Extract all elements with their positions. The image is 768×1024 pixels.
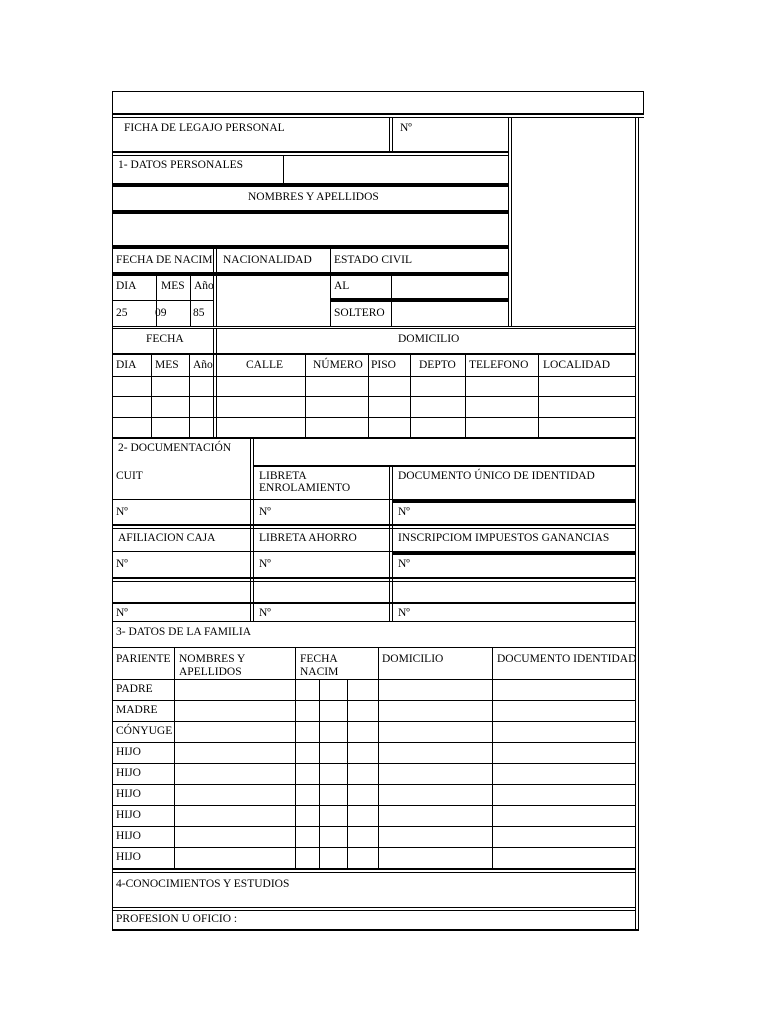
column-line bbox=[190, 276, 191, 326]
date-label: FECHA bbox=[146, 333, 184, 345]
family-birth-label-1: FECHA bbox=[300, 653, 338, 665]
family-row-1[interactable] bbox=[175, 680, 634, 699]
family-names-label-1: NOMBRES Y bbox=[179, 653, 246, 665]
month-label: MES bbox=[161, 280, 185, 292]
family-document-label: DOCUMENTO IDENTIDAD bbox=[497, 653, 637, 665]
family-birth-label-2: NACIM bbox=[300, 666, 339, 678]
rule-line bbox=[253, 465, 636, 467]
birth-date-label: FECHA DE NACIM bbox=[116, 254, 213, 266]
section-1-title: 1- DATOS PERSONALES bbox=[118, 159, 244, 171]
floor-label: PISO bbox=[371, 359, 396, 371]
column-line bbox=[508, 117, 509, 326]
nationality-label: NACIONALIDAD bbox=[223, 254, 312, 266]
cuit-field[interactable] bbox=[130, 502, 248, 524]
al-label: AL bbox=[334, 280, 350, 292]
rule-line bbox=[112, 524, 636, 526]
photo-box[interactable] bbox=[512, 118, 634, 324]
birth-day-value: 25 bbox=[116, 307, 128, 319]
legajo-number-label: Nº bbox=[400, 122, 412, 134]
rule-line bbox=[112, 300, 214, 301]
afiliacion-label: AFILIACION CAJA bbox=[118, 532, 216, 544]
libreta-field[interactable] bbox=[272, 502, 387, 524]
extra-doc-field-1[interactable] bbox=[113, 582, 249, 603]
rule-line bbox=[112, 328, 636, 329]
afiliacion-number-label: Nº bbox=[116, 558, 128, 570]
thick-rule bbox=[392, 551, 636, 555]
family-row-8[interactable] bbox=[175, 827, 634, 846]
names-label: NOMBRES Y APELLIDOS bbox=[248, 191, 379, 203]
family-row-relative: HIJO bbox=[116, 830, 141, 842]
personal-data-field[interactable] bbox=[284, 156, 506, 183]
dni-field[interactable] bbox=[412, 504, 634, 524]
column-line bbox=[643, 91, 644, 114]
tax-registration-label: INSCRIPCIOM IMPUESTOS GANANCIAS bbox=[398, 532, 610, 544]
column-line bbox=[250, 438, 251, 621]
marital-status-value: SOLTERO bbox=[334, 307, 385, 319]
addr-month-label: MES bbox=[155, 359, 179, 371]
knowledge-field[interactable] bbox=[113, 890, 634, 906]
address-row-1[interactable] bbox=[113, 377, 634, 396]
savings-number-label: Nº bbox=[259, 558, 271, 570]
family-row-5[interactable] bbox=[175, 764, 634, 783]
extra-doc-field-2[interactable] bbox=[254, 582, 388, 603]
profession-label: PROFESION U OFICIO : bbox=[116, 913, 238, 925]
address-row-2[interactable] bbox=[113, 397, 634, 416]
column-line bbox=[389, 466, 390, 621]
rule-line bbox=[112, 868, 636, 870]
city-label: LOCALIDAD bbox=[543, 359, 611, 371]
libreta-label-2: ENROLAMIENTO bbox=[259, 482, 351, 494]
rule-line bbox=[112, 872, 636, 873]
tax-field[interactable] bbox=[412, 556, 634, 578]
family-row-6[interactable] bbox=[175, 785, 634, 804]
thick-rule bbox=[330, 298, 509, 302]
profession-field[interactable] bbox=[232, 911, 634, 928]
family-row-9[interactable] bbox=[175, 848, 634, 867]
savings-field[interactable] bbox=[272, 554, 387, 578]
rule-line bbox=[112, 151, 509, 153]
thick-rule bbox=[112, 245, 509, 249]
cuit-label: CUIT bbox=[116, 470, 143, 482]
family-row-7[interactable] bbox=[175, 806, 634, 825]
family-names-label-2: APELLIDOS bbox=[179, 666, 242, 678]
thick-rule bbox=[112, 210, 509, 214]
birth-month-value: 09 bbox=[155, 307, 167, 319]
family-row-relative: MADRE bbox=[116, 704, 158, 716]
addr-day-label: DIA bbox=[116, 359, 137, 371]
family-row-4[interactable] bbox=[175, 743, 634, 762]
dni-number-label: Nº bbox=[398, 506, 410, 518]
section-2-title: 2- DOCUMENTACIÓN bbox=[118, 442, 232, 454]
column-line bbox=[112, 91, 113, 114]
family-row-relative: HIJO bbox=[116, 851, 141, 863]
savings-book-label: LIBRETA AHORRO bbox=[259, 532, 357, 544]
rule-line bbox=[112, 353, 636, 355]
marital-status-label: ESTADO CIVIL bbox=[334, 254, 412, 266]
family-row-relative: HIJO bbox=[116, 746, 141, 758]
form-title: FICHA DE LEGAJO PERSONAL bbox=[124, 122, 285, 134]
dni-label: DOCUMENTO ÚNICO DE IDENTIDAD bbox=[398, 470, 595, 482]
rule-line bbox=[112, 602, 636, 604]
relative-label: PARIENTE bbox=[116, 653, 171, 665]
street-label: CALLE bbox=[246, 359, 284, 371]
tax-number-label: Nº bbox=[398, 558, 410, 570]
legajo-number-field[interactable] bbox=[393, 118, 507, 151]
address-label: DOMICILIO bbox=[398, 333, 460, 345]
section-4-title: 4-CONOCIMIENTOS Y ESTUDIOS bbox=[116, 878, 290, 890]
extra-number-label-1: Nº bbox=[116, 607, 128, 619]
column-line bbox=[638, 117, 639, 931]
libreta-label-1: LIBRETA bbox=[259, 470, 307, 482]
rule-line bbox=[112, 113, 644, 115]
family-row-3[interactable] bbox=[175, 722, 634, 741]
afiliacion-field[interactable] bbox=[130, 554, 248, 578]
marital-status-field[interactable] bbox=[392, 276, 506, 298]
family-row-relative: HIJO bbox=[116, 767, 141, 779]
addr-year-label: Año bbox=[193, 359, 213, 371]
extra-number-label-3: Nº bbox=[398, 607, 410, 619]
family-row-relative: HIJO bbox=[116, 788, 141, 800]
section-3-title: 3- DATOS DE LA FAMILIA bbox=[116, 626, 252, 638]
phone-label: TELEFONO bbox=[469, 359, 529, 371]
address-row-3[interactable] bbox=[113, 418, 634, 437]
number-col-label: NÚMERO bbox=[313, 359, 363, 371]
rule-line bbox=[112, 929, 639, 931]
names-field[interactable] bbox=[113, 215, 507, 245]
documentation-field[interactable] bbox=[254, 439, 634, 465]
rule-line bbox=[112, 577, 636, 579]
thick-rule bbox=[392, 499, 636, 503]
cuit-number-label: Nº bbox=[116, 506, 128, 518]
rule-line bbox=[112, 907, 636, 908]
family-row-relative: HIJO bbox=[116, 809, 141, 821]
family-row-2[interactable] bbox=[175, 701, 634, 720]
rule-line bbox=[112, 621, 636, 622]
family-row-relative: PADRE bbox=[116, 683, 153, 695]
column-line bbox=[389, 117, 390, 153]
nationality-field[interactable] bbox=[217, 276, 329, 325]
rule-line bbox=[112, 91, 644, 92]
rule-line bbox=[112, 528, 636, 529]
apartment-label: DEPTO bbox=[419, 359, 456, 371]
birth-year-value: 85 bbox=[193, 307, 205, 319]
family-address-label: DOMICILIO bbox=[382, 653, 444, 665]
column-line bbox=[330, 249, 331, 326]
libreta-number-label: Nº bbox=[259, 506, 271, 518]
family-row-relative: CÓNYUGE bbox=[116, 725, 173, 737]
year-label: Año bbox=[194, 280, 214, 292]
rule-line bbox=[112, 647, 636, 648]
rule-line bbox=[112, 326, 636, 327]
thick-rule bbox=[112, 183, 509, 187]
day-label: DIA bbox=[116, 280, 137, 292]
extra-doc-field-3[interactable] bbox=[393, 582, 634, 603]
extra-number-label-2: Nº bbox=[259, 607, 271, 619]
